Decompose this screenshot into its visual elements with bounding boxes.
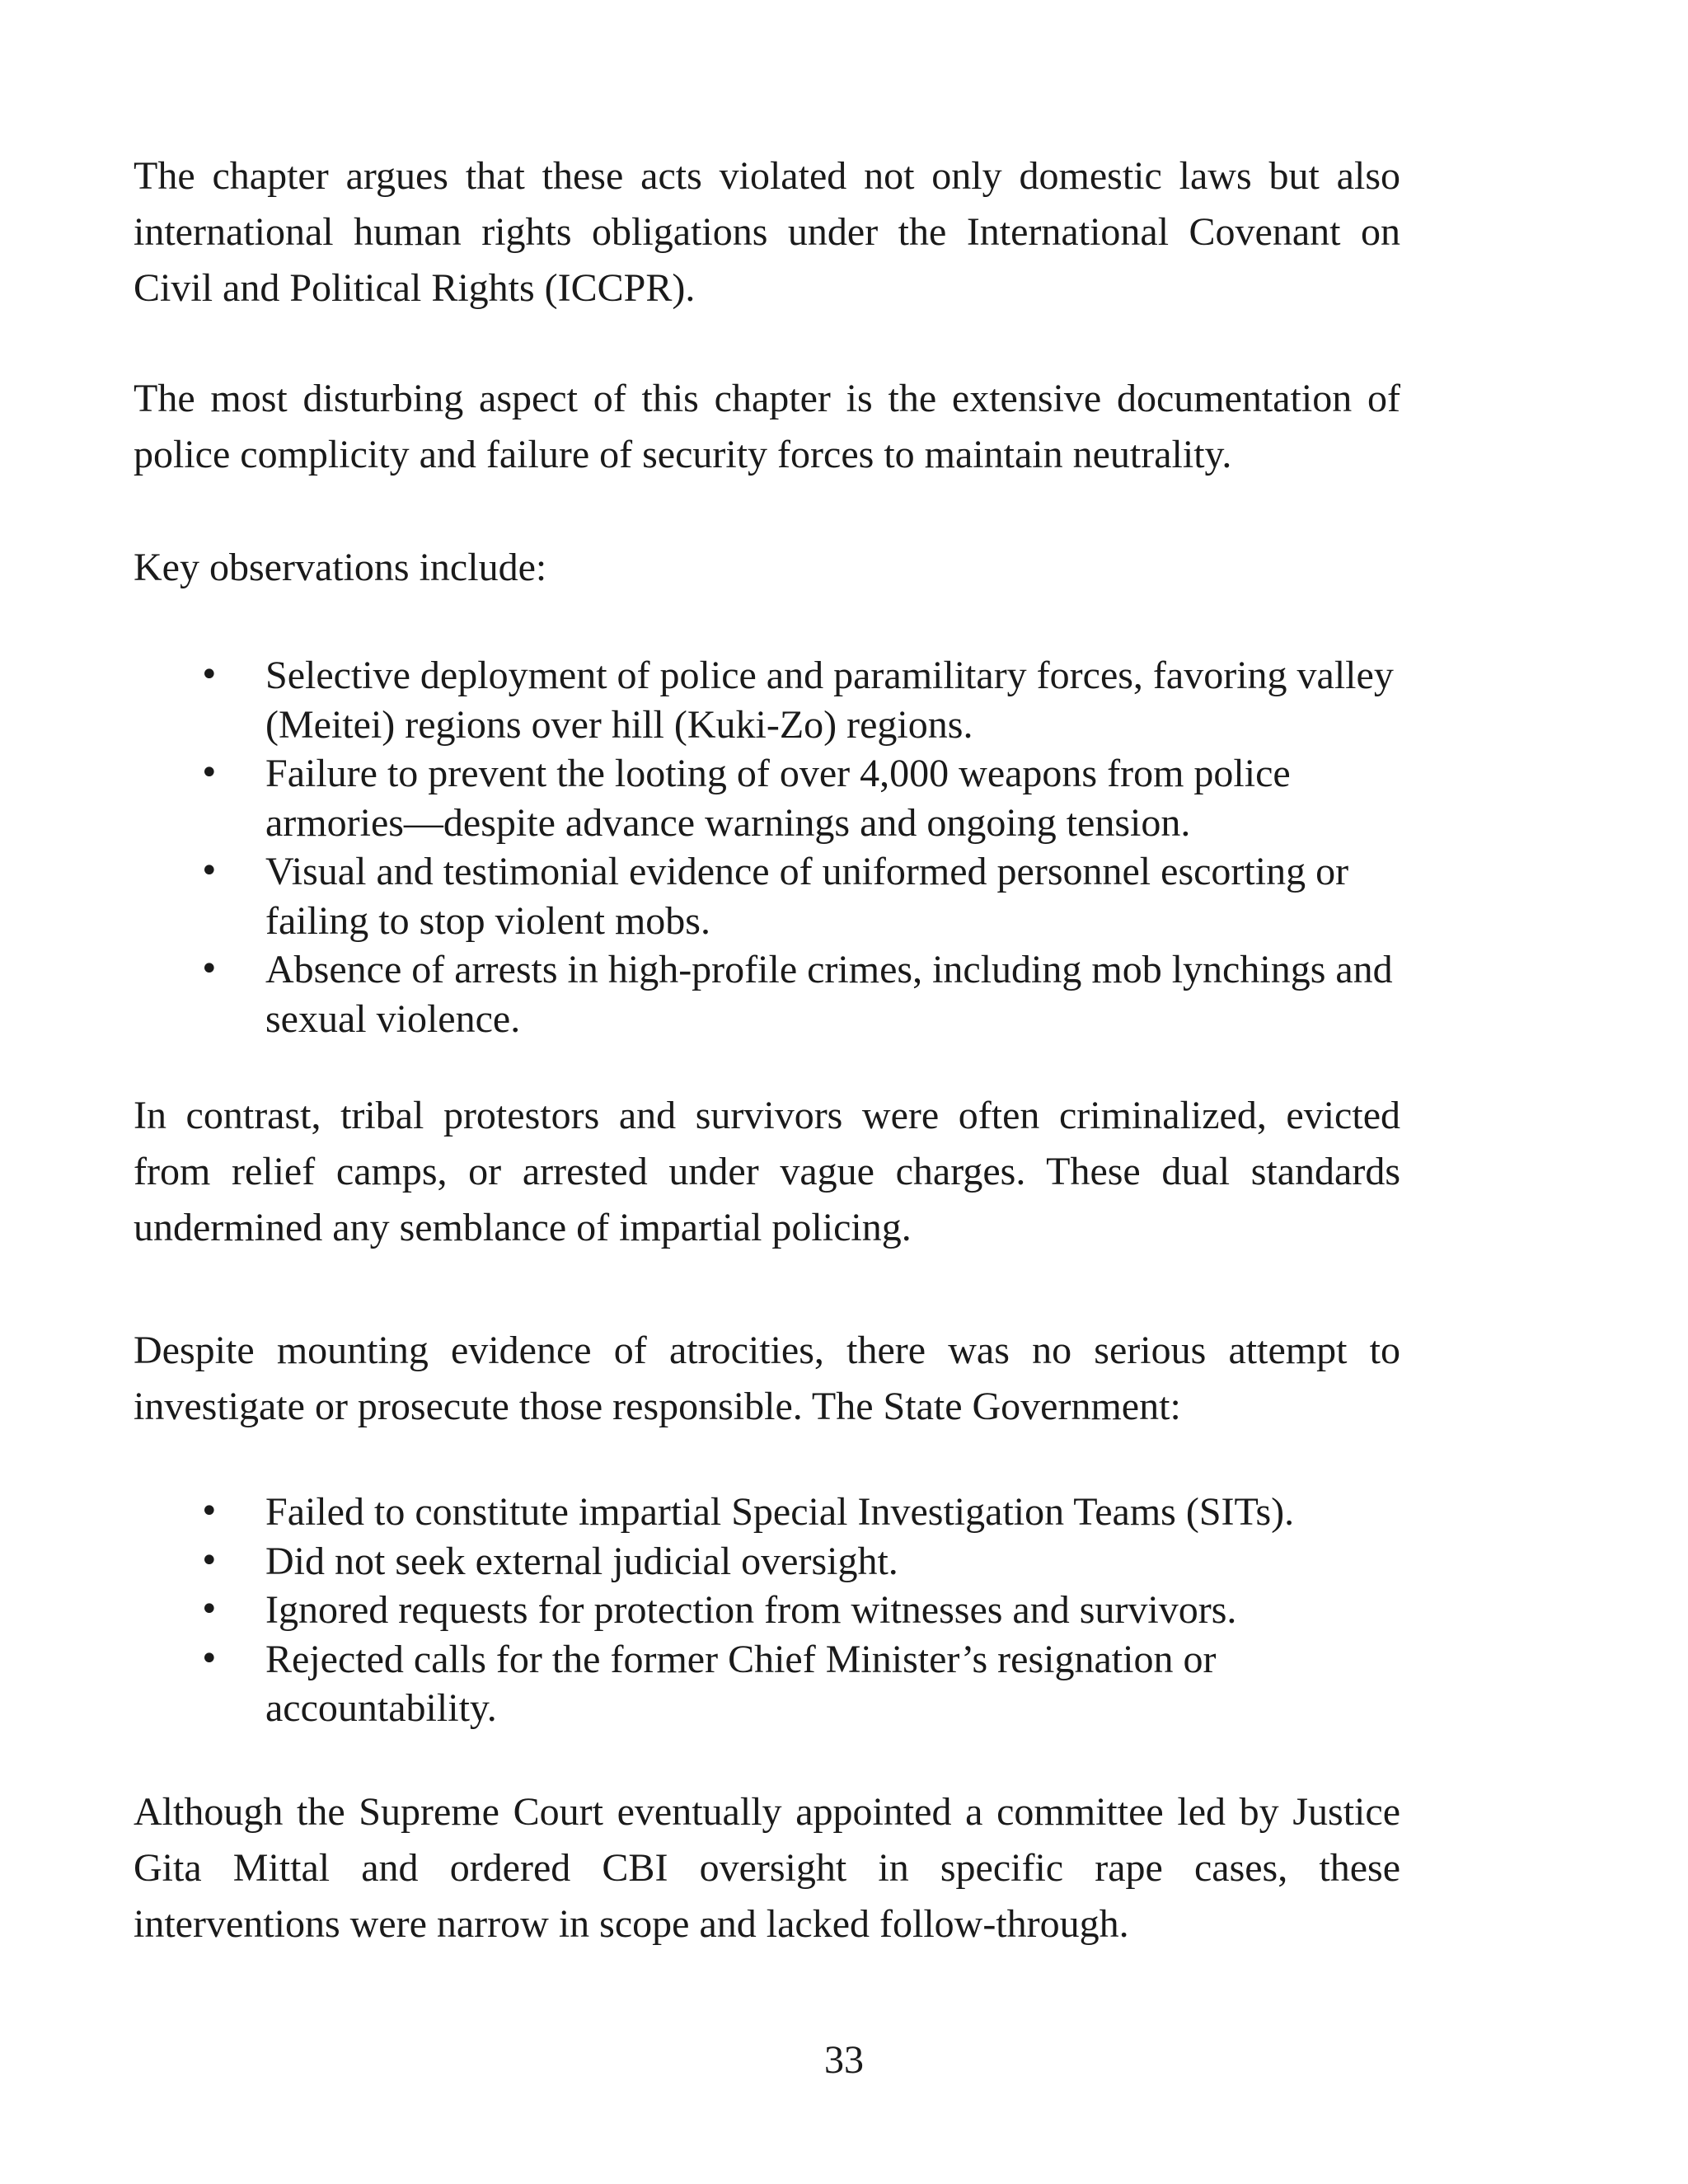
list-item-text: Rejected calls for the former Chief Minister’s resignation or accountability.	[265, 1637, 1217, 1730]
observations-list	[134, 651, 1419, 1043]
paragraph-no-investigation: Despite mounting evidence of atrocities, there was no serious attempt to investigate or prosecute those responsible. The State Government:	[134, 1329, 1400, 1428]
list-item	[134, 651, 1419, 749]
paragraph-police-complicity: The most disturbing aspect of this chapter is the extensive documentation of police complicity and failure of security forces to maintain neutrality.	[134, 377, 1400, 476]
list-item-text: Ignored requests for protection from witnesses and survivors.	[265, 1588, 1237, 1632]
bullet-icon: •	[199, 1541, 219, 1580]
list-item-text: Did not seek external judicial oversight.	[265, 1539, 898, 1583]
bullet-icon: •	[199, 1493, 219, 1530]
list-item	[134, 1635, 1419, 1733]
paragraph-key-observations: Key observations include:	[134, 546, 547, 589]
list-item-text: Absence of arrests in high-profile crimes, including mob lynchings and sexual violence.	[265, 948, 1393, 1041]
paragraph-iccpr: The chapter argues that these acts violated not only domestic laws but also international human rights obligations under the International Covenant on Civil and Political Rights (ICCPR).	[134, 154, 1400, 310]
list-item-text: Failed to constitute impartial Special Investigation Teams (SITs).	[265, 1490, 1295, 1534]
list-item-text: Visual and testimonial evidence of uniformed personnel escorting or failing to stop violent mobs.	[265, 850, 1349, 943]
list-item	[134, 847, 1419, 945]
bullet-icon: •	[199, 656, 219, 694]
list-item	[134, 1488, 1419, 1537]
list-item	[134, 749, 1419, 847]
bullet-icon: •	[199, 950, 219, 988]
list-item-text: Failure to prevent the looting of over 4,000 weapons from police armories—despite advance warnings and ongoing tension.	[265, 752, 1291, 845]
paragraph-dual-standards: In contrast, tribal protestors and survivors were often criminalized, evicted from relief camps, or arrested under vague charges. These dual standards undermined any semblance of impartial policing.	[134, 1094, 1400, 1249]
list-item	[134, 1537, 1419, 1586]
bullet-icon: •	[199, 852, 219, 890]
list-item-text: Selective deployment of police and paramilitary forces, favoring valley (Meitei) regions over hill (Kuki-Zo) regions.	[265, 654, 1394, 747]
list-item	[134, 1586, 1419, 1635]
list-item	[134, 945, 1419, 1043]
bullet-icon: •	[199, 754, 219, 792]
government-failures-list	[134, 1488, 1419, 1733]
paragraph-supreme-court: Although the Supreme Court eventually appointed a committee led by Justice Gita Mittal and ordered CBI oversight in specific rape cases, these interventions were narrow in scope and lacked follow-through.	[134, 1790, 1400, 1946]
page-number: 33	[824, 2038, 864, 2082]
bullet-icon: •	[199, 1639, 219, 1678]
bullet-icon: •	[199, 1591, 219, 1629]
